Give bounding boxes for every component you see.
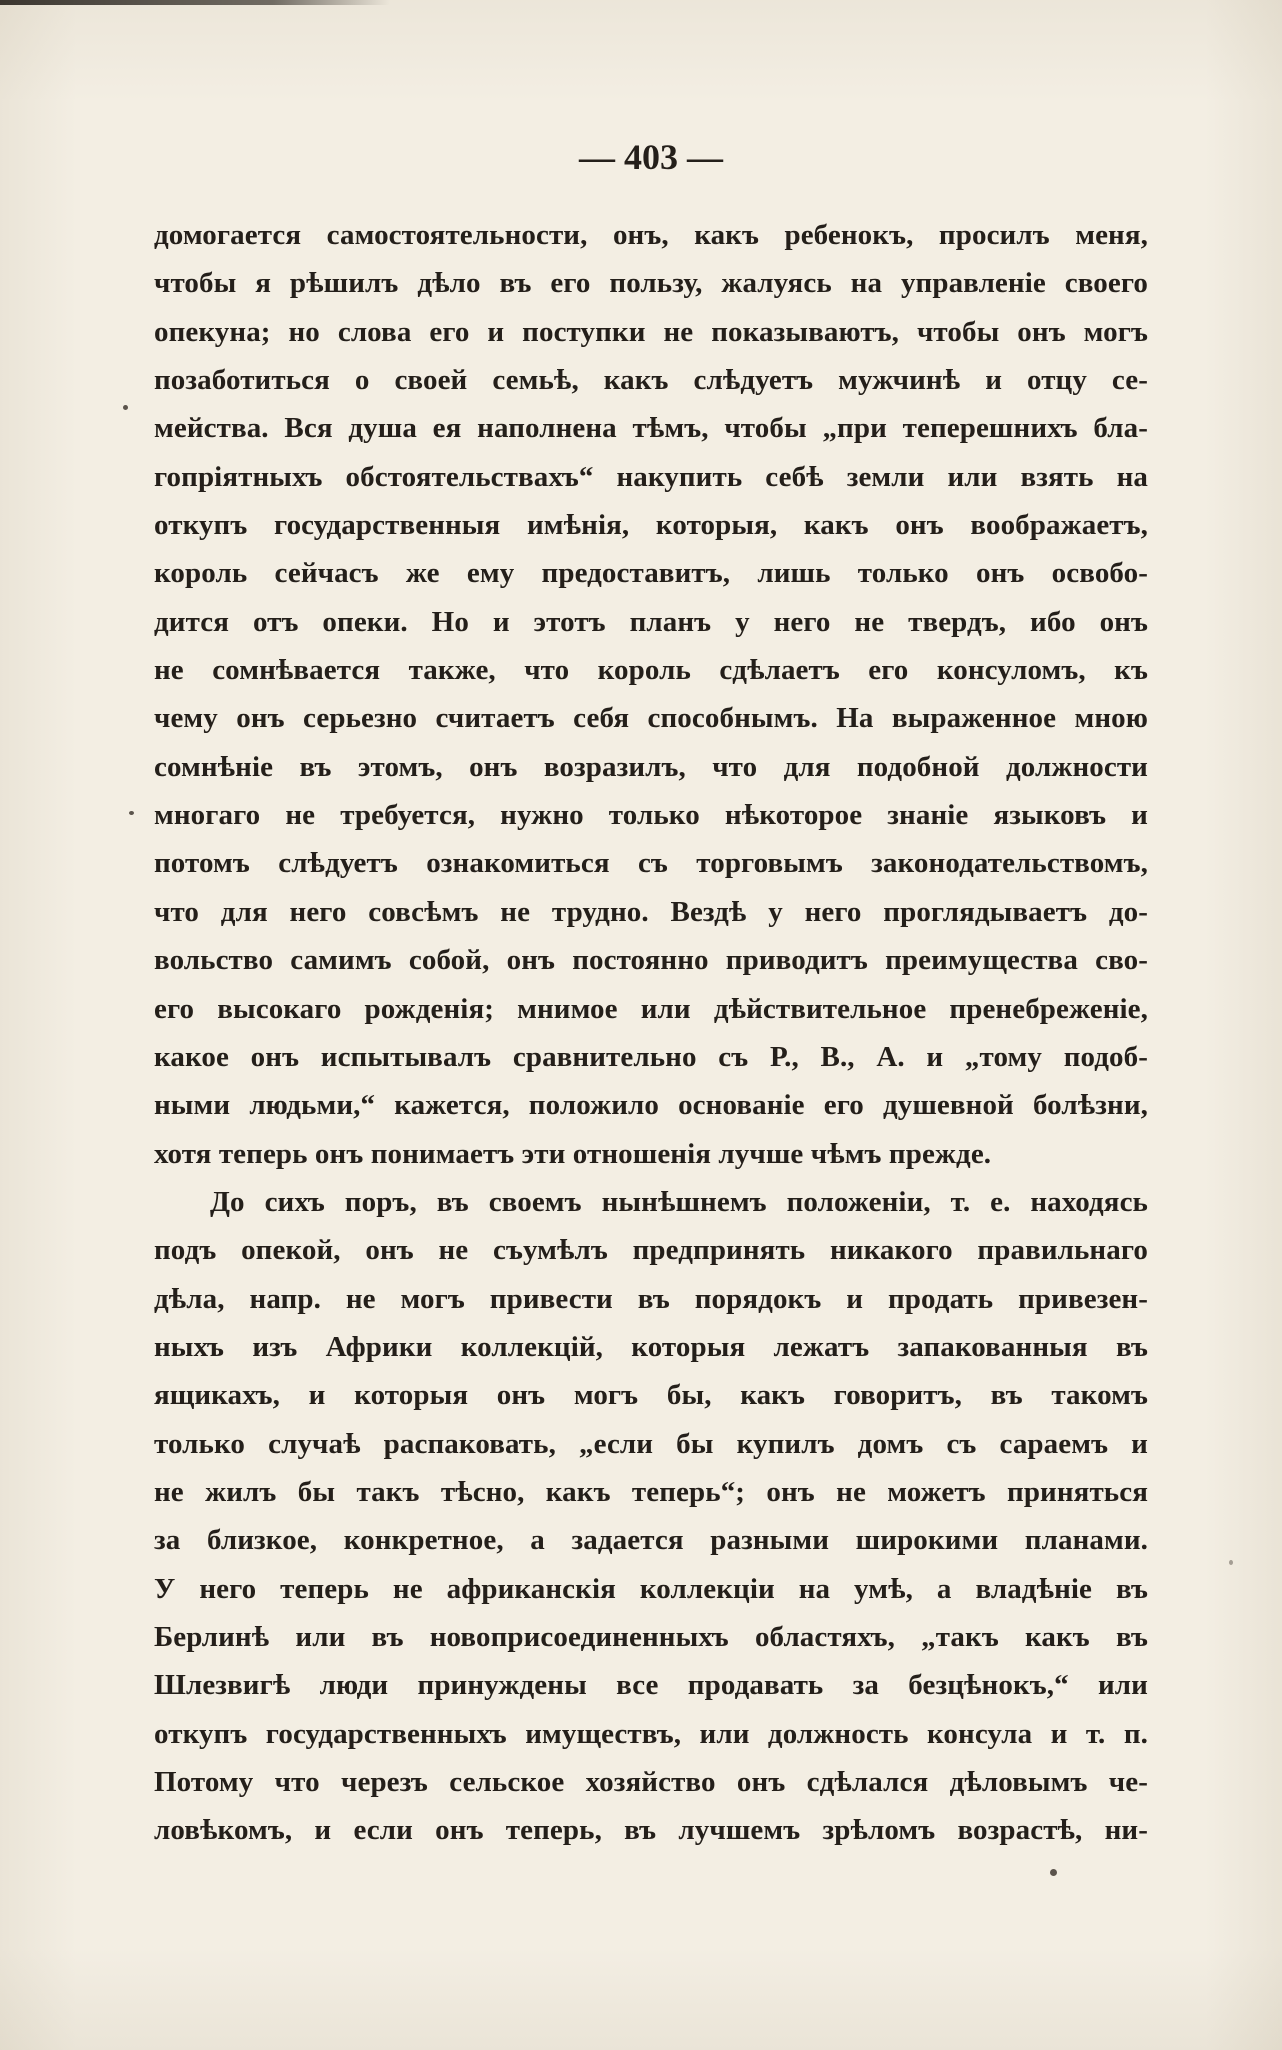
text-line [154,888,1148,936]
text-line [154,1178,1148,1226]
text-line [154,791,1148,839]
line-text: гопріятныхъ обстоятельствахъ“ накупить себѣ земли или взять на [154,460,1148,493]
ink-speck [123,405,128,410]
text-line [154,1275,1148,1323]
line-text: До сихъ поръ, въ своемъ нынѣшнемъ положеніи, т. е. находясь [210,1185,1148,1218]
line-text: хотя теперь онъ понимаетъ эти отношенія лучше чѣмъ прежде. [154,1137,992,1170]
line-text: потомъ слѣдуетъ ознакомиться съ торговымъ законодательствомъ, [154,847,1148,880]
line-text: домогается самостоятельности, онъ, какъ ребенокъ, просилъ меня, [154,219,1148,251]
line-text: его высокаго рожденія; мнимое или дѣйствительное пренебреженіе, [154,992,1148,1025]
text-line [154,549,1148,597]
text-line [154,936,1148,984]
line-text: не сомнѣвается также, что король сдѣлаетъ его консуломъ, къ [154,654,1148,687]
line-text: Берлинѣ или въ новоприсоединенныхъ областяхъ, „такъ какъ въ [154,1620,1148,1653]
text-line [154,694,1148,742]
text-line [154,453,1148,501]
text-line [154,598,1148,646]
body-text [154,211,1148,1855]
ink-speck [1050,1869,1057,1876]
line-text: только случаѣ распаковать, „если бы купилъ домъ съ сараемъ и [154,1427,1148,1460]
text-line [154,1130,1148,1178]
text-line [154,1371,1148,1419]
line-text: многаго не требуется, нужно только нѣкоторое знаніе языковъ и [154,799,1148,832]
line-text: дѣла, напр. не могъ привести въ порядокъ и продать привезен- [154,1282,1148,1315]
line-text: откупъ государственныхъ имуществъ, или должность консула и т. п. [154,1717,1148,1750]
page-number: — 403 — [579,137,723,177]
line-text: не жилъ бы такъ тѣсно, какъ теперь“; онъ не можетъ приняться [154,1475,1148,1508]
line-text: король сейчасъ же ему предоставитъ, лишь только онъ освобо- [154,557,1148,590]
line-text: мейства. Вся душа ея наполнена тѣмъ, чтобы „при теперешнихъ бла- [154,412,1148,445]
text-line [154,1710,1148,1758]
text-line [154,839,1148,887]
line-text: ными людьми,“ кажется, положило основаніе его душевной болѣзни, [154,1089,1148,1122]
ink-speck [129,811,134,815]
text-line [154,356,1148,404]
line-text: чему онъ серьезно считаетъ себя способнымъ. На выраженное мною [154,702,1148,735]
paragraph [154,211,1148,1178]
text-line [154,1613,1148,1661]
text-line [154,743,1148,791]
text-line [154,1420,1148,1468]
line-text: подъ опекой, онъ не съумѣлъ предпринять никакого правильнаго [154,1234,1148,1267]
line-text: опекуна; но слова его и поступки не показываютъ, чтобы онъ могъ [154,315,1148,348]
line-text: ящикахъ, и которыя онъ могъ бы, какъ говоритъ, въ такомъ [154,1379,1148,1412]
line-text: какое онъ испытывалъ сравнительно съ Р., В., А. и „тому подоб- [154,1040,1148,1073]
text-line [154,501,1148,549]
text-line [154,646,1148,694]
text-line [154,211,1148,259]
text-line [154,985,1148,1033]
text-line [154,1323,1148,1371]
line-text: ловѣкомъ, и если онъ теперь, въ лучшемъ зрѣломъ возрастѣ, ни- [154,1814,1148,1847]
line-text: Потому что черезъ сельское хозяйство онъ сдѣлался дѣловымъ че- [154,1766,1148,1798]
line-text: У него теперь не африканскія коллекціи на умѣ, а владѣніе въ [154,1572,1148,1605]
text-line [154,1468,1148,1516]
text-line [154,1226,1148,1274]
text-line [154,1081,1148,1129]
text-line [154,1806,1148,1854]
line-text: ныхъ изъ Африки коллекцій, которыя лежатъ запакованныя въ [154,1330,1148,1363]
ink-speck [1229,1560,1233,1565]
text-line [154,404,1148,452]
text-line [154,1758,1148,1806]
paragraph [154,1178,1148,1855]
line-text: вольство самимъ собой, онъ постоянно приводитъ преимущества сво- [154,944,1148,977]
text-line [154,1516,1148,1564]
scan-edge-shadow [0,0,390,5]
line-text: за близкое, конкретное, а задается разными широкими планами. [154,1524,1148,1557]
text-line [154,1033,1148,1081]
line-text: сомнѣніе въ этомъ, онъ возразилъ, что для подобной должности [154,750,1148,783]
line-text: что для него совсѣмъ не трудно. Вездѣ у него проглядываетъ до- [154,895,1148,928]
line-text: дится отъ опеки. Но и этотъ планъ у него не твердъ, ибо онъ [154,605,1148,638]
line-text: чтобы я рѣшилъ дѣло въ его пользу, жалуясь на управленіе своего [154,267,1148,300]
line-text: Шлезвигѣ люди принуждены все продавать за безцѣнокъ,“ или [154,1669,1148,1702]
text-line [154,308,1148,356]
line-text: откупъ государственныя имѣнія, которыя, какъ онъ воображаетъ, [154,509,1148,542]
text-line [154,259,1148,307]
text-line [154,1661,1148,1709]
line-text: позаботиться о своей семьѣ, какъ слѣдуетъ мужчинѣ и отцу се- [154,364,1148,397]
text-line [154,1565,1148,1613]
